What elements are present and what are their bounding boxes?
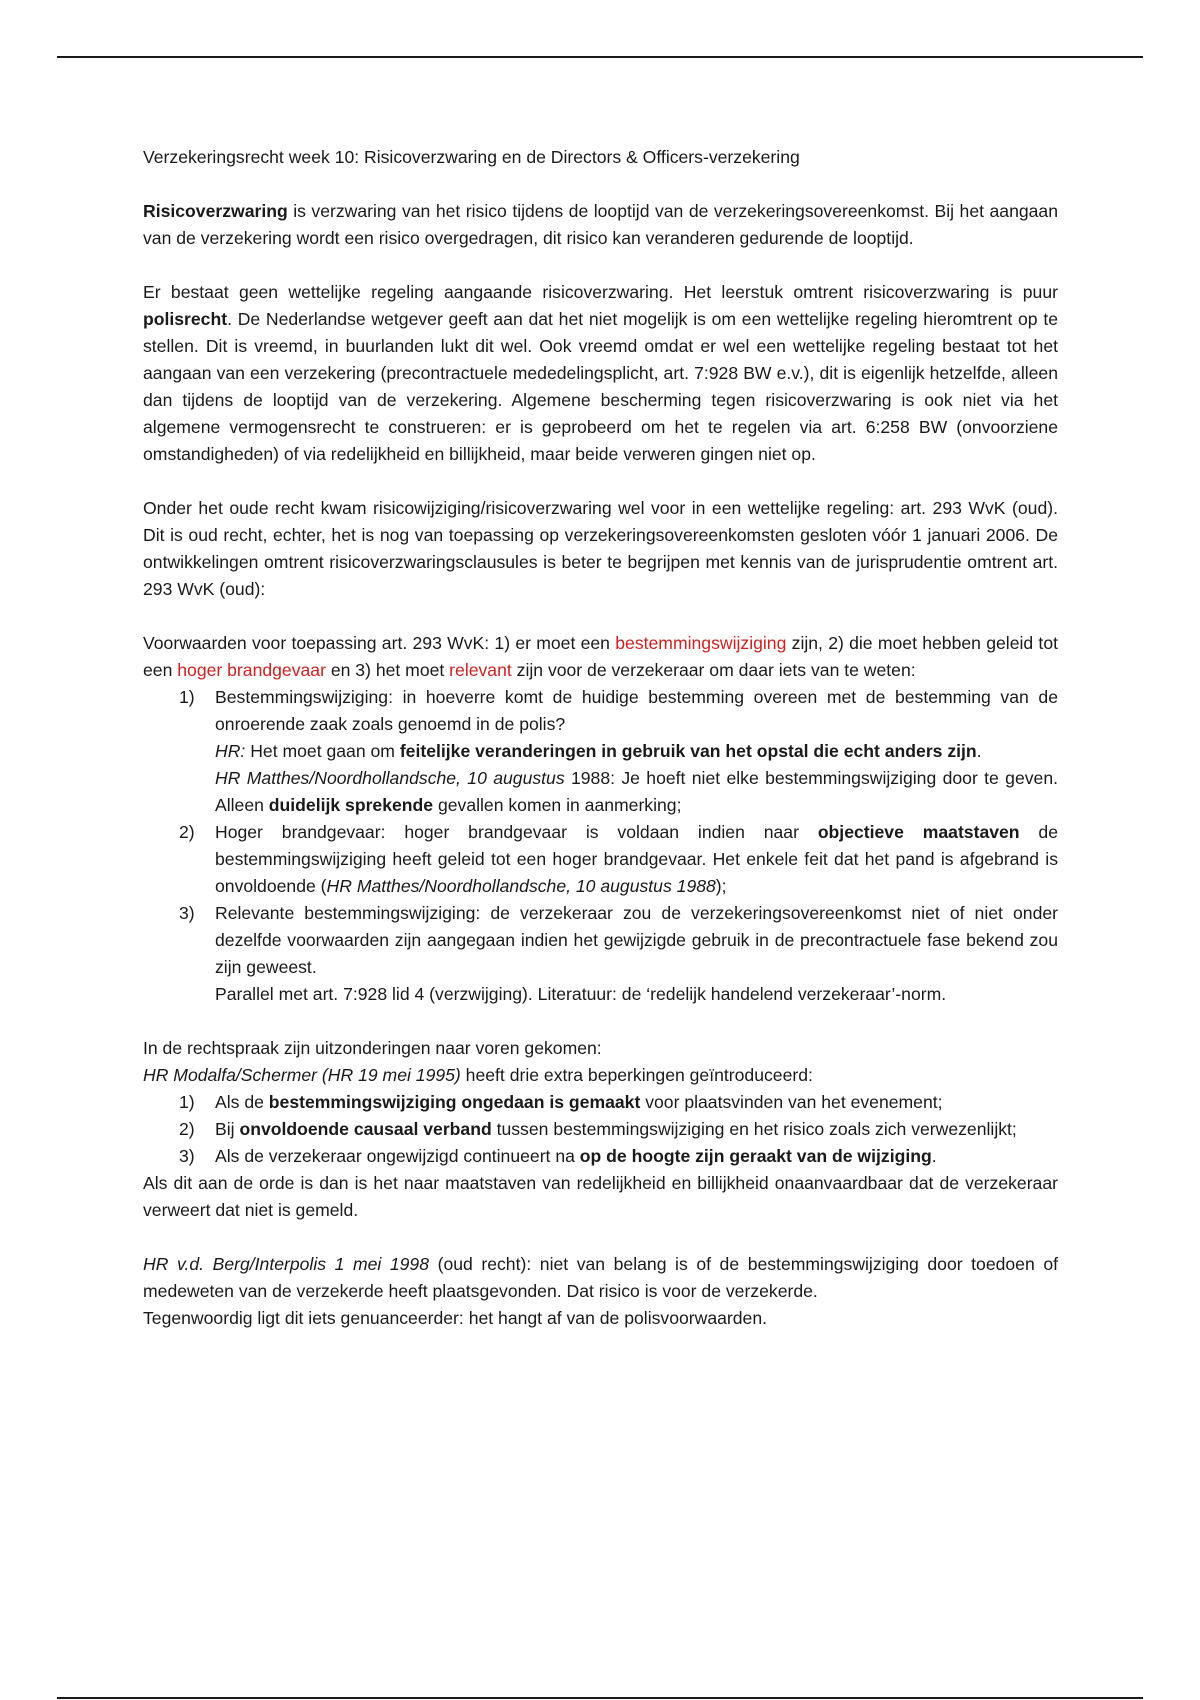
term-risicoverzwaring: Risicoverzwaring (143, 201, 288, 221)
conditions-list (143, 684, 1058, 1008)
list-item: 3) Als de verzekeraar ongewijzigd continueert na op de hoogte zijn geraakt van de wijziging. (179, 1146, 937, 1166)
list-item: 3) Relevante bestemmingswijziging: de verzekeraar zou de verzekeringsovereenkomst niet of niet onder dezelfde voorwaarden zijn aangegaan indien het gewijzigde gebruik in de precontractuele fase bekend zou zijn geweest. Parallel met art. 7:928 lid 4 (verzwijging). Literatuur: de ‘redelijk handelend verzekeraar’-norm. (179, 903, 1058, 1004)
list-item: 2) Bij onvoldoende causaal verband tussen bestemmingswijziging en het risico zoals zich verwezenlijkt; (179, 1119, 1017, 1139)
case-citation: HR Matthes/Noordhollandsche, 10 augustus (215, 768, 565, 788)
exceptions-list (143, 1089, 1058, 1170)
list-item: 1) Als de bestemmingswijziging ongedaan is gemaakt voor plaatsvinden van het evenement; (179, 1092, 943, 1112)
list-item: 1) Bestemmingswijziging: in hoeverre komt de huidige bestemming overeen met de bestemming van de onroerende zaak zoals genoemd in de polis? HR: Het moet gaan om feitelijke veranderingen in gebruik van het opstal die echt anders zijn. HR Matthes/Noordhollandsche, 10 augustus 1988: Je hoeft niet elke bestemmingswijziging door te geven. Alleen duidelijk sprekende gevallen komen in aanmerking; (179, 687, 1058, 815)
paragraph-old-law: Onder het oude recht kwam risicowijziging/risicoverzwaring wel voor in een wettelijke regeling: art. 293 WvK (oud). Dit is oud recht, echter, het is nog van toepassing op verzekeringsovereenkomsten gesloten vóór 1 januari 2006. De ontwikkelingen omtrent risicoverzwaringsclausules is beter te begrijpen met kennis van de jurisprudentie omtrent art. 293 WvK (oud): (143, 498, 1058, 599)
highlight-relevant: relevant (449, 660, 512, 680)
paragraph-exceptions: In de rechtspraak zijn uitzonderingen naar voren gekomen: HR Modalfa/Schermer (HR 19 mei 1995) heeft drie extra beperkingen geïntroduceerd: (143, 1038, 813, 1085)
top-rule (57, 56, 1143, 58)
paragraph-interpolis: HR v.d. Berg/Interpolis 1 mei 1998 (oud recht): niet van belang is of de bestemmingswijziging door toedoen of medeweten van de verzekerde heeft plaatsgevonden. Dat risico is voor de verzekerde. Tegenwoordig ligt dit iets genuanceerder: het hangt af van de polisvoorwaarden. (143, 1254, 1058, 1328)
list-item: 2) Hoger brandgevaar: hoger brandgevaar is voldaan indien naar objectieve maatstaven de bestemmingswijziging heeft geleid tot een hoger brandgevaar. Het enkele feit dat het pand is afgebrand is onvoldoende (HR Matthes/Noordhollandsche, 10 augustus 1988); (179, 822, 1058, 896)
paragraph-no-regulation: Er bestaat geen wettelijke regeling aangaande risicoverzwaring. Het leerstuk omtrent risicoverzwaring is puur polisrecht. De Nederlandse wetgever geeft aan dat het niet mogelijk is om een wettelijke regeling hieromtrent op te stellen. Dit is vreemd, in buurlanden lukt dit wel. Ook vreemd omdat er wel een wettelijke regeling bestaat tot het aangaan van een verzekering (precontractuele mededelingsplicht, art. 7:928 BW e.v.), dit is eigenlijk hetzelfde, alleen dan tijdens de looptijd van de verzekering. Algemene bescherming tegen risicoverzwaring is ook niet via het algemene vermogensrecht te construeren: er is geprobeerd om het te regelen via art. 6:258 BW (onvoorziene omstandigheden) of via redelijkheid en billijkheid, maar beide verweren gingen niet op. (143, 282, 1058, 464)
case-citation: HR Matthes/Noordhollandsche, 10 augustus 1988 (326, 876, 716, 896)
document-body (143, 144, 1058, 1332)
paragraph-conditions: Voorwaarden voor toepassing art. 293 WvK: 1) er moet een bestemmingswijziging zijn, 2) die moet hebben geleid tot een hoger brandgevaar en 3) het moet relevant zijn voor de verzekeraar om daar iets van te weten: (143, 633, 1058, 680)
case-citation: HR Modalfa/Schermer (HR 19 mei 1995) (143, 1065, 461, 1085)
case-citation: HR v.d. Berg/Interpolis 1 mei 1998 (143, 1254, 430, 1274)
document-title: Verzekeringsrecht week 10: Risicoverzwaring en de Directors & Officers-verzekering (143, 147, 800, 167)
paragraph-definition: Risicoverzwaring is verzwaring van het risico tijdens de looptijd van de verzekeringsovereenkomst. Bij het aangaan van de verzekering wordt een risico overgedragen, dit risico kan veranderen gedurende de looptijd. (143, 201, 1058, 248)
highlight-bestemmingswijziging: bestemmingswijziging (615, 633, 787, 653)
bottom-rule (57, 1697, 1143, 1699)
paragraph-unacceptable: Als dit aan de orde is dan is het naar maatstaven van redelijkheid en billijkheid onaanvaardbaar dat de verzekeraar verweert dat niet is gemeld. (143, 1173, 1058, 1220)
term-polisrecht: polisrecht (143, 309, 228, 329)
highlight-hoger-brandgevaar: hoger brandgevaar (177, 660, 326, 680)
